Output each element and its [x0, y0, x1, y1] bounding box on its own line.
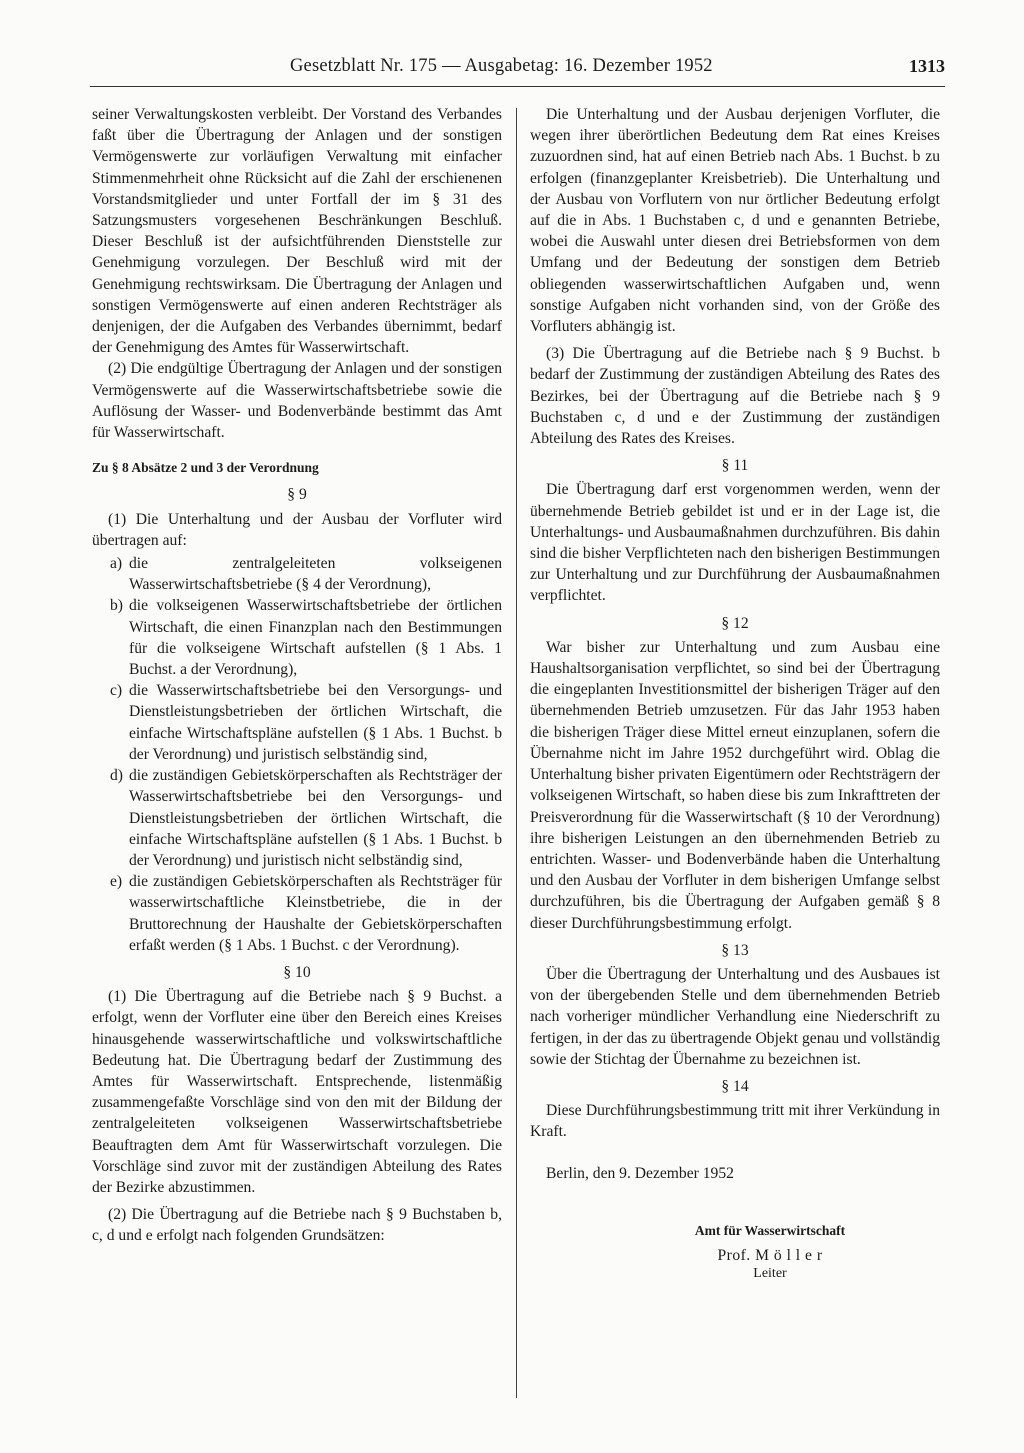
list-item-text: die zuständigen Gebietskörperschaften als Rechtsträger für wasserwirtschaftliche Kleinstbetriebe, die in der Bruttorechnung der Haushalte der Gebietskörperschaften erfaßt werden (§ 1 Abs. 1 Buchst. c der Verordnung).	[129, 873, 502, 954]
section-9-paragraph-1: (1) Die Unterhaltung und der Ausbau der Vorfluter wird übertragen auf:	[92, 510, 502, 549]
left-column	[92, 104, 502, 1247]
list-item	[92, 553, 502, 595]
place-and-date: Berlin, den 9. Dezember 1952	[546, 1164, 734, 1182]
list-item-text: die zentralgeleiteten volkseigenen Wasserwirtschaftsbetriebe (§ 4 der Verordnung),	[129, 555, 502, 594]
signer-name: Prof. M ö l l e r	[717, 1246, 823, 1264]
paragraph-continued: seiner Verwaltungskosten verbleibt. Der Vorstand des Verbandes faßt über die Übertragung der Anlagen und der sonstigen Vermögenswerte zur vorläufigen Verwaltung mit einfacher Stimmenmehrheit ohne Rücksicht auf die Zahl der erschienenen Vorstandsmitglieder und unter Fortfall der im § 31 des Satzungsmusters vorgesehenen Beschränkungen Beschluß. Dieser Beschluß ist der aufsichtführenden Dienststelle zur Genehmigung vorzulegen. Der Beschluß wird mit der Genehmigung rechtswirksam. Die Übertragung der Anlagen und sonstigen Vermögenswerte auf einen anderen Rechtsträger als denjenigen, der die Aufgaben des Verbandes übernimmt, bedarf der Genehmigung des Amtes für Wasserwirtschaft.	[92, 106, 502, 357]
section-10-continued: Die Unterhaltung und der Ausbau derjenigen Vorfluter, die wegen ihrer überörtlichen Bedeutung dem Rat eines Kreises zuzuordnen sind, hat auf einen Betrieb nach Abs. 1 Buchst. b zu erfolgen (finanzgeplanter Kreisbetrieb). Die Unterhaltung und der Ausbau von Vorflutern von nur örtlicher Bedeutung erfolgt auf die in Abs. 1 Buchstaben c, d und e genannten Betriebe, wobei die Auswahl unter diesen drei Betriebsformen von dem Umfang und der Bedeutung der sonstigen dem Betrieb obliegenden wasserwirtschaftlichen Aufgaben und, wenn sonstige Aufgaben nicht vorhanden sind, von der Größe des Vorfluters abhängig ist.	[530, 106, 940, 336]
list-item-text: die Wasserwirtschaftsbetriebe bei den Versorgungs- und Dienstleistungsbetrieben der örtlichen Wirtschaft, die einfache Wirtschaftspläne aufstellen (§ 1 Abs. 1 Buchst. b der Verordnung) und juristisch selbständig sind,	[129, 682, 502, 763]
regulation-heading: Zu § 8 Absätze 2 und 3 der Verordnung	[92, 460, 319, 476]
column-divider	[516, 108, 517, 1398]
paragraph-2: (2) Die endgültige Übertragung der Anlagen und der sonstigen Vermögenswerte auf die Wasserwirtschaftsbetriebe sowie die Auflösung der Wasser- und Bodenverbände bestimmt das Amt für Wasserwirtschaft.	[92, 360, 502, 442]
section-10-paragraph-1: (1) Die Übertragung auf die Betriebe nach § 9 Buchst. a erfolgt, wenn der Vorfluter eine über den Bereich eines Kreises hinausgehende wasserwirtschaftliche und volkswirtschaftliche Bedeutung hat. Die Übertragung bedarf der Zustimmung des Amtes für Wasserwirtschaft. Entsprechende, listenmäßig zusammengefaßte Vorschläge sind von den mit der Bildung der zentralgeleiteten volkseigenen Wasserwirtschaftsbetriebe Beauftragten dem Amt für Wasserwirtschaft vorzulegen. Die Vorschläge sind zuvor mit der zuständigen Abteilung des Rates der Bezirke abzustimmen.	[92, 988, 502, 1196]
section-10-heading: § 10	[283, 963, 311, 981]
signer-role: Leiter	[753, 1266, 787, 1282]
section-10-paragraph-2: (2) Die Übertragung auf die Betriebe nach § 9 Buchstaben b, c, d und e erfolgt nach folgenden Grundsätzen:	[92, 1206, 502, 1245]
section-12-heading: § 12	[721, 614, 749, 632]
list-item-label: b)	[110, 597, 123, 615]
list-item-label: a)	[110, 555, 123, 573]
list-item	[92, 765, 502, 871]
section-13-text: Über die Übertragung der Unterhaltung und des Ausbaues ist von der übergebenden Stelle und dem übernehmenden Betrieb nach vorheriger mündlicher Verhandlung eine Niederschrift zu fertigen, in der das zu übertragende Objekt genau und vollständig sowie der Stichtag der Übernahme zu bezeichnen ist.	[530, 965, 940, 1068]
page-number: 1313	[909, 56, 945, 76]
list-item-label: c)	[110, 682, 123, 700]
list-item	[92, 680, 502, 765]
header-title: Gesetzblatt Nr. 175 — Ausgabetag: 16. Dezember 1952	[290, 56, 713, 76]
section-10-paragraph-3: (3) Die Übertragung auf die Betriebe nach § 9 Buchst. b bedarf der Zustimmung der zuständigen Abteilung des Rates des Bezirkes, bei der Übertragung auf die Betriebe nach § 9 Buchstaben c, d und e der Zustimmung der zuständigen Abteilung des Rates des Kreises.	[530, 345, 940, 448]
list-item	[92, 871, 502, 956]
section-11-heading: § 11	[721, 457, 749, 475]
issuing-authority: Amt für Wasserwirtschaft	[694, 1222, 846, 1238]
right-column	[530, 104, 940, 1282]
page-header	[90, 56, 945, 86]
list-item-label: e)	[110, 873, 123, 891]
list-item-label: d)	[110, 767, 123, 785]
section-14-text: Diese Durchführungsbestimmung tritt mit ihrer Verkündung in Kraft.	[530, 1102, 940, 1141]
list-item-text: die volkseigenen Wasserwirtschaftsbetriebe der örtlichen Wirtschaft, die einen Finanzplan nach den Bestimmungen für die volkseigene Wirtschaft aufstellen (§ 1 Abs. 1 Buchst. a der Verordnung),	[129, 597, 502, 679]
section-9-list	[92, 553, 502, 956]
section-13-heading: § 13	[721, 941, 749, 959]
header-divider	[90, 86, 945, 87]
section-11-text: Die Übertragung darf erst vorgenommen werden, wenn der übernehmende Betrieb gebildet ist und er in der Lage ist, die Unterhaltungs- und Ausbaumaßnahmen durchzuführen. Bis dahin sind die bisher Verpflichteten nach den bisherigen Bestimmungen zur Unterhaltung und zur Durchführung der Ausbaumaßnahmen verpflichtet.	[530, 481, 940, 605]
list-item-text: die zuständigen Gebietskörperschaften als Rechtsträger der Wasserwirtschaftsbetriebe bei den Versorgungs- und Dienstleistungsbetrieben der örtlichen Wirtschaft, die einfache Wirtschaftspläne aufstellen (§ 1 Abs. 1 Buchst. b der Verordnung) und juristisch nicht selbständig sind,	[129, 767, 502, 869]
list-item	[92, 595, 502, 680]
section-9-heading: § 9	[287, 486, 307, 504]
section-14-heading: § 14	[721, 1077, 749, 1095]
section-12-text: War bisher zur Unterhaltung und zum Ausbau eine Haushaltsorganisation verpflichtet, so sind bei der Übertragung die eingeplanten Investitionsmittel der bisherigen Träger auf den übernehmenden Betrieb umzusetzen. Für das Jahr 1953 haben die bisherigen Träger diese Mittel erneut einzuplanen, sofern die Übernahme nicht im Jahre 1952 durchgeführt wird. Oblag die Unterhaltung bisher privaten Eigentümern oder Rechtsträgern der volkseigenen Wirtschaft, so haben diese bis zum Inkrafttreten der Preisverordnung für die Wasserwirtschaft (§ 10 der Verordnung) ihre bisherigen Leistungen an den übernehmenden Betrieb zu entrichten. Wasser- und Bodenverbände haben die Unterhaltung und den Ausbau der Vorfluter in dem bisherigen Umfange selbst durchzuführen, bis die Übertragung der Aufgaben gemäß § 8 dieser Durchführungsbestimmung erfolgt.	[530, 638, 940, 932]
